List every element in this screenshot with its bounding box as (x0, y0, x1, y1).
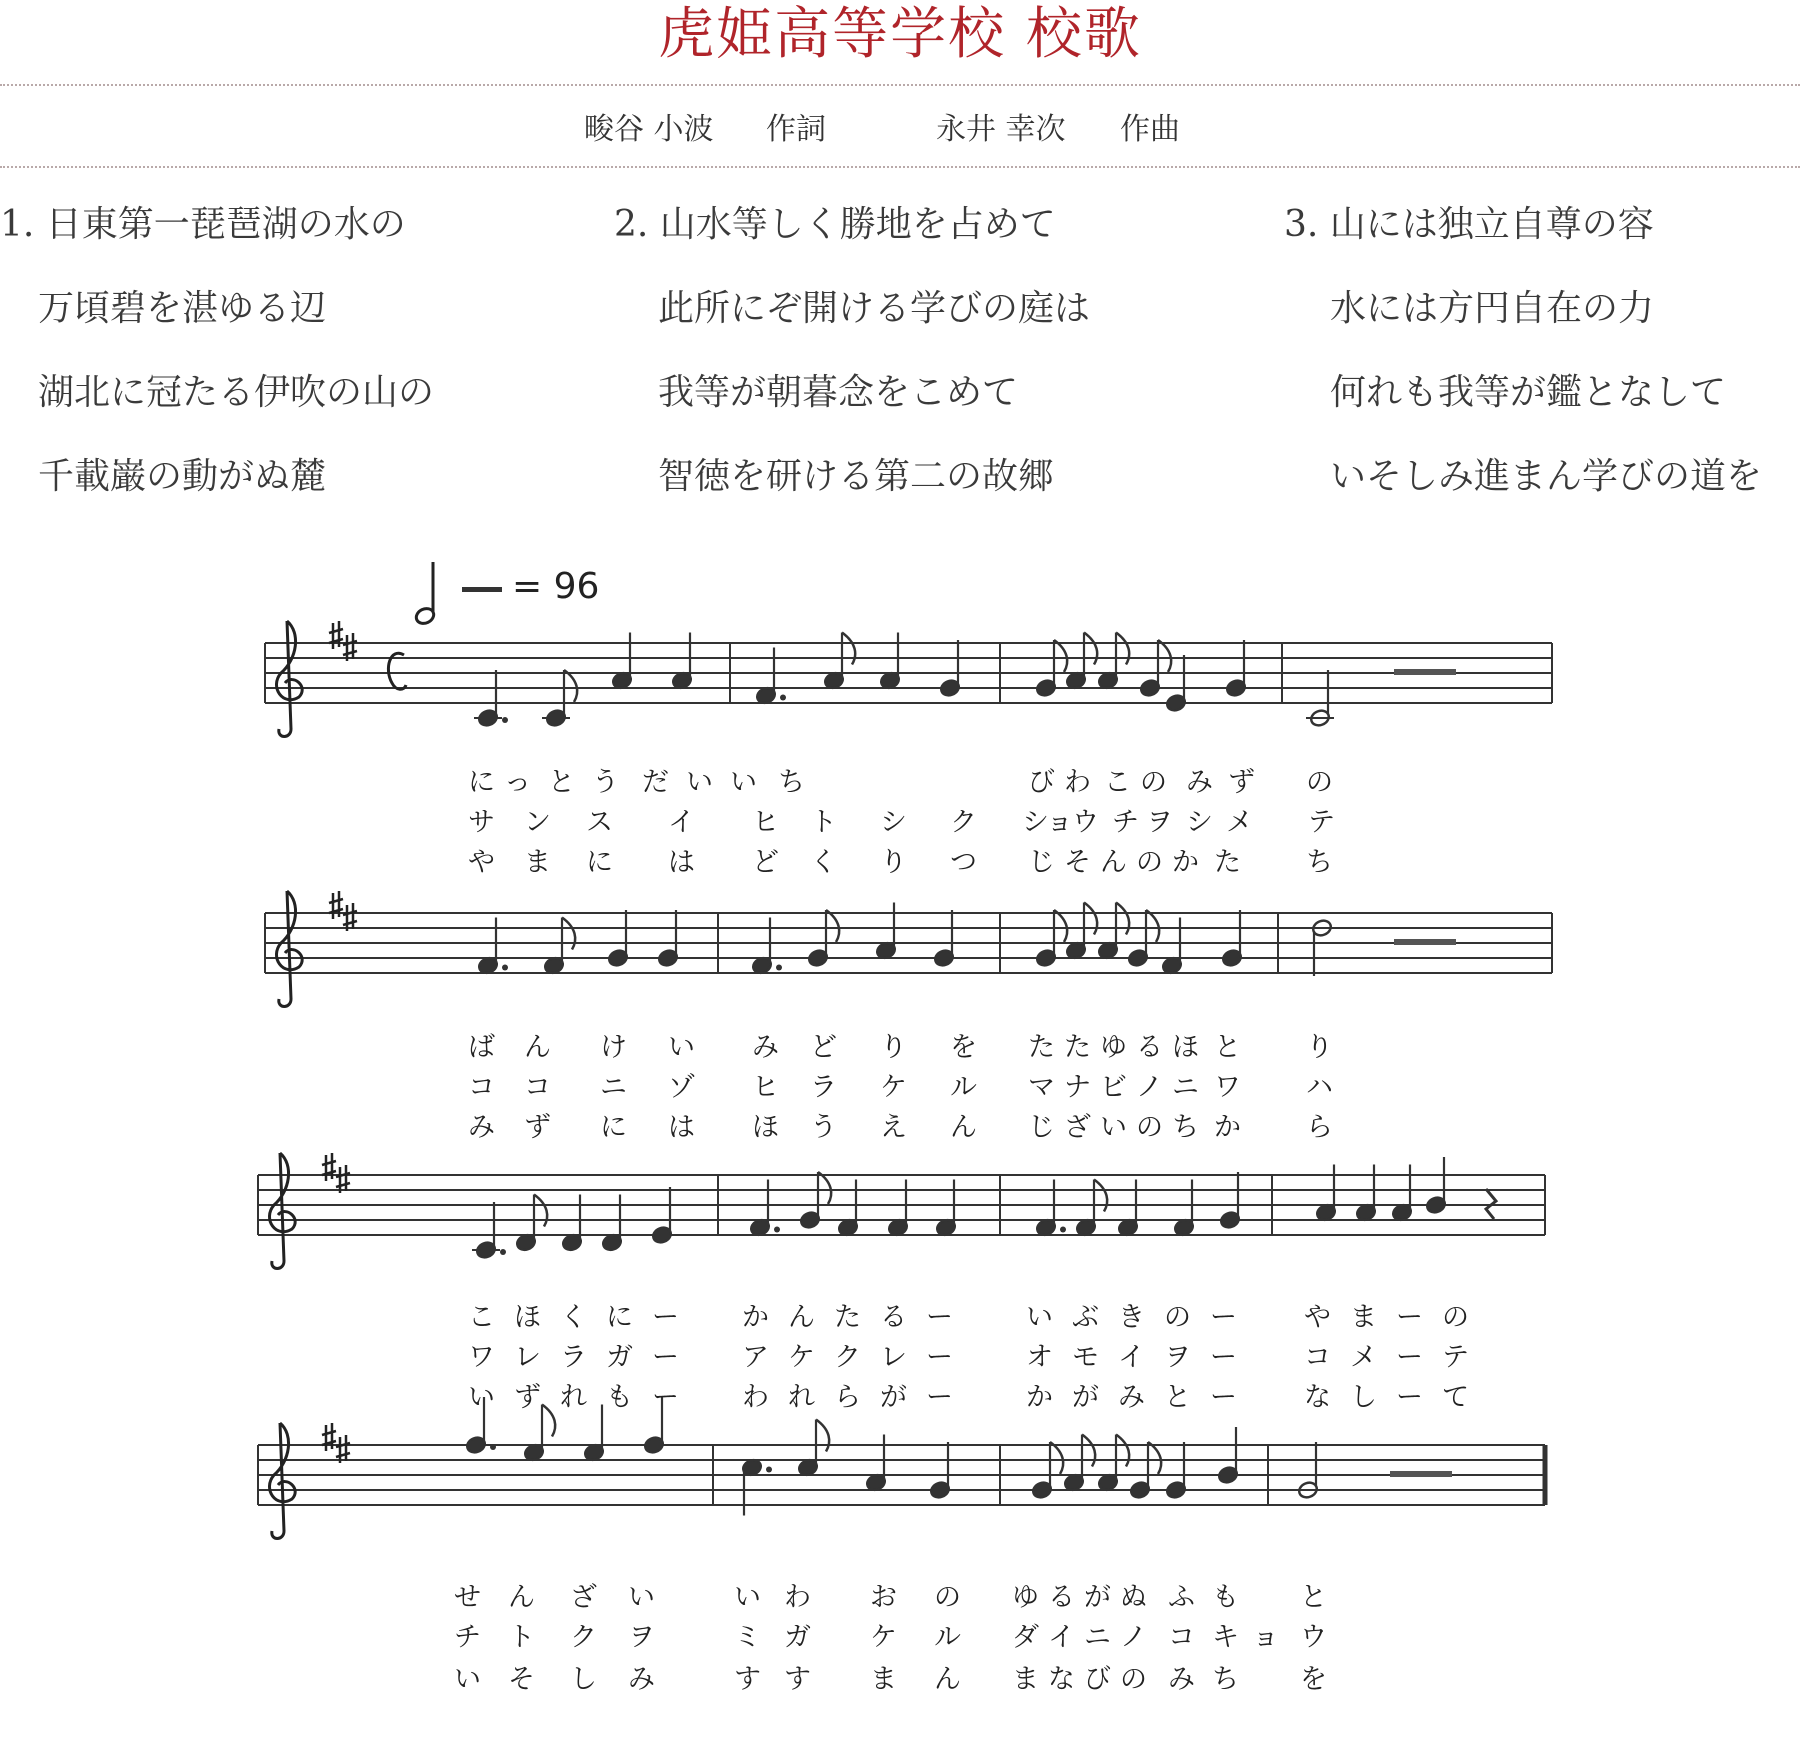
lyric-syllable: ー (652, 1382, 679, 1413)
note-dot (780, 695, 786, 701)
note-flag (1158, 640, 1171, 672)
lyric-syllable: ケ (870, 1622, 897, 1653)
lyric-syllable: い (668, 1032, 695, 1063)
lyric-syllable: ほ (1172, 1032, 1199, 1063)
lyric-syllable: に (586, 847, 613, 878)
lyric-syllable: ー (1210, 1342, 1237, 1373)
note-flag (1116, 1435, 1129, 1467)
lyric-syllable: ー (652, 1302, 679, 1333)
treble-clef-icon (269, 1423, 295, 1539)
lyric-syllable: ー (1396, 1382, 1423, 1413)
lyric-syllable: ケ (880, 1072, 907, 1103)
sharp-icon (322, 1153, 336, 1181)
lyric-syllable: わ (1064, 767, 1091, 798)
lyric-syllable: え (880, 1112, 907, 1143)
lyric-syllable: ん (524, 1032, 551, 1063)
lyric-syllable: ガ (784, 1622, 811, 1653)
lyric-syllable: ふ (1168, 1582, 1195, 1613)
lyric-syllable: の (934, 1582, 961, 1613)
lyric-syllable: の (1120, 1664, 1147, 1695)
lyric-syllable: り (880, 1032, 907, 1063)
lyric-syllable: シ (880, 807, 907, 838)
lyric-syllable: ヒ (752, 807, 779, 838)
lyric-syllable: み (1118, 1382, 1145, 1413)
lyric-syllable: ら (834, 1382, 861, 1413)
lyric-syllable: シ (1022, 807, 1049, 838)
lyric-syllable: じ (1028, 847, 1055, 878)
lyric-syllable: ヲ (628, 1622, 655, 1653)
note-flag (1084, 903, 1097, 935)
lyric-syllable: す (784, 1664, 811, 1695)
lyric-syllable: し (1350, 1382, 1377, 1413)
lyric-syllable: コ (1168, 1622, 1195, 1653)
sharp-icon (329, 891, 343, 919)
lyric-syllable: と (548, 767, 575, 798)
note-flag (1050, 1442, 1063, 1474)
lyric-syllable: ー (1210, 1382, 1237, 1413)
lyric-syllable: ず (1228, 767, 1255, 798)
lyric-syllable: ち (778, 767, 805, 798)
lyric-syllable: ラ (560, 1342, 587, 1373)
lyric-syllable: キ (1212, 1622, 1239, 1653)
lyric-syllable: も (606, 1382, 633, 1413)
lyric-syllable: い (468, 1382, 495, 1413)
lyric-syllable: ぬ (1120, 1582, 1147, 1613)
lyric-syllable: ー (1396, 1342, 1423, 1373)
note-flag (816, 1420, 829, 1452)
lyric-syllable: お (870, 1582, 897, 1613)
note-dot (776, 965, 782, 971)
lyric-syllable: オ (1026, 1342, 1053, 1373)
lyric-syllable: イ (668, 807, 695, 838)
note-flag (562, 918, 575, 950)
lyric-syllable: や (468, 847, 495, 878)
lyric-syllable: ョ (1252, 1622, 1279, 1653)
lyric-syllable: ま (870, 1664, 897, 1695)
verse-line: 2. 山水等しく勝地を占めて (614, 204, 1056, 245)
lyric-syllable: み (752, 1032, 779, 1063)
lyric-syllable: と (1214, 1032, 1241, 1063)
lyric-syllable: じ (1028, 1112, 1055, 1143)
lyric-syllable: ダ (1012, 1622, 1039, 1653)
lyric-syllable: み (628, 1664, 655, 1695)
lyric-syllable: ヲ (1146, 807, 1173, 838)
note-flag (542, 1405, 555, 1437)
sharp-icon (336, 1165, 350, 1193)
note-dot (500, 1249, 506, 1255)
sharp-icon (343, 903, 357, 931)
lyric-syllable: ー (926, 1302, 953, 1333)
lyric-syllable: ん (1100, 847, 1127, 878)
note-flag (1054, 910, 1067, 942)
note-flag (818, 1172, 831, 1204)
lyric-syllable: な (1048, 1664, 1075, 1695)
lyric-syllable: や (1304, 1302, 1331, 1333)
lyric-syllable: い (1026, 1302, 1053, 1333)
lyric-syllable: ず (524, 1112, 551, 1143)
lyric-syllable: ん (508, 1582, 535, 1613)
lyric-syllable: メ (1350, 1342, 1377, 1373)
lyric-syllable: は (668, 1112, 695, 1143)
note-dot (490, 1444, 496, 1450)
verse-line: 万頃碧を湛ゆる辺 (38, 288, 327, 329)
lyric-syllable: ク (834, 1342, 861, 1373)
lyric-syllable: ワ (1214, 1072, 1241, 1103)
lyric-syllable: ス (586, 807, 613, 838)
lyric-syllable: ほ (514, 1302, 541, 1333)
lyric-syllable: サ (468, 807, 495, 838)
verse-line: 智徳を研ける第二の故郷 (658, 456, 1055, 497)
composer-name: 永井 幸次 (936, 112, 1066, 147)
lyric-syllable: こ (1104, 767, 1131, 798)
lyric-syllable: び (1028, 767, 1055, 798)
note-flag (1082, 1435, 1095, 1467)
verse-line: 我等が朝暮念をこめて (658, 372, 1019, 413)
note-flag (1148, 1442, 1161, 1474)
note-flag (826, 910, 839, 942)
lyric-syllable: ら (1306, 1112, 1333, 1143)
lyric-syllable: が (1084, 1582, 1111, 1613)
note-dot (1060, 1227, 1066, 1233)
lyric-syllable: チ (454, 1622, 481, 1653)
lyric-syllable: き (1118, 1302, 1145, 1333)
lyric-syllable: ゆ (1012, 1582, 1039, 1613)
lyric-syllable: コ (468, 1072, 495, 1103)
lyric-syllable: ぶ (1072, 1302, 1099, 1333)
lyric-syllable: が (1072, 1382, 1099, 1413)
lyric-syllable: れ (560, 1382, 587, 1413)
lyric-syllable: ミ (734, 1622, 761, 1653)
verse-line: 千載巌の動がぬ麓 (38, 456, 327, 497)
whole-rest (1394, 939, 1456, 945)
lyric-syllable: ま (524, 847, 551, 878)
lyric-syllable: ケ (788, 1342, 815, 1373)
lyric-syllable: と (1164, 1382, 1191, 1413)
lyric-syllable: る (1048, 1582, 1075, 1613)
lyric-syllable: ま (1012, 1664, 1039, 1695)
lyric-syllable: ハ (1306, 1072, 1333, 1103)
lyric-syllable: り (1306, 1032, 1333, 1063)
lyric-syllable: こ (468, 1302, 495, 1333)
lyric-syllable: ー (652, 1342, 679, 1373)
lyric-syllable: し (570, 1664, 597, 1695)
lyric-syllable: ま (1350, 1302, 1377, 1333)
lyric-syllable: ニ (1172, 1072, 1199, 1103)
lyric-syllable: ナ (1064, 1072, 1091, 1103)
lyric-syllable: と (1300, 1582, 1327, 1613)
lyric-syllable: の (1140, 767, 1167, 798)
lyric-syllable: ば (468, 1032, 495, 1063)
note-dot (502, 965, 508, 971)
note-flag (1054, 640, 1067, 672)
note-dot (502, 717, 508, 723)
lyric-syllable: み (1168, 1664, 1195, 1695)
lyric-syllable: れ (788, 1382, 815, 1413)
lyric-syllable: い (628, 1582, 655, 1613)
lyric-syllable: ョ (1046, 807, 1073, 838)
lyric-syllable: か (1172, 847, 1199, 878)
lyric-syllable: ち (1172, 1112, 1199, 1143)
lyric-syllable: び (1084, 1664, 1111, 1695)
lyric-syllable: か (1026, 1382, 1053, 1413)
lyric-syllable: す (734, 1664, 761, 1695)
lyric-syllable: を (950, 1032, 977, 1063)
note-flag (1116, 903, 1129, 935)
lyric-syllable: い (686, 767, 713, 798)
lyric-syllable: ク (570, 1622, 597, 1653)
tempo-value: 96 (553, 566, 600, 607)
lyric-syllable: う (810, 1112, 837, 1143)
lyric-syllable: ビ (1100, 1072, 1127, 1103)
whole-rest (1394, 669, 1456, 675)
note-flag (534, 1195, 547, 1227)
lyric-syllable: ん (788, 1302, 815, 1333)
lyric-syllable: る (880, 1302, 907, 1333)
lyric-syllable: ニ (600, 1072, 627, 1103)
lyric-syllable: ん (950, 1112, 977, 1143)
lyric-syllable: い (734, 1582, 761, 1613)
lyric-syllable: モ (1072, 1342, 1099, 1373)
lyric-syllable: ゆ (1100, 1032, 1127, 1063)
lyric-syllable: の (1164, 1302, 1191, 1333)
lyric-syllable: ヲ (1164, 1342, 1191, 1373)
lyric-syllable: の (1442, 1302, 1469, 1333)
lyric-syllable: か (742, 1302, 769, 1333)
note-flag (1116, 633, 1129, 665)
lyric-syllable: ち (1306, 847, 1333, 878)
lyric-syllable: ウ (1300, 1622, 1327, 1653)
verse-line: 湖北に冠たる伊吹の山の (38, 372, 435, 413)
lyric-syllable: レ (880, 1342, 907, 1373)
tempo-equals: = (512, 566, 554, 607)
note-dot (766, 1467, 772, 1473)
lyric-syllable: わ (784, 1582, 811, 1613)
lyric-syllable: た (1214, 847, 1241, 878)
lyric-syllable: そ (1064, 847, 1091, 878)
lyric-syllable: る (1136, 1032, 1163, 1063)
note-dot (774, 1227, 780, 1233)
lyric-syllable: イ (1048, 1622, 1075, 1653)
note-flag (842, 633, 855, 665)
lyric-syllable: か (1214, 1112, 1241, 1143)
lyric-syllable: ク (950, 807, 977, 838)
lyric-syllable: け (600, 1032, 627, 1063)
lyric-syllable: ル (934, 1622, 961, 1653)
lyric-syllable: の (1136, 1112, 1163, 1143)
lyricist-role: 作詞 (766, 112, 826, 147)
composer-role: 作曲 (1120, 112, 1180, 147)
lyric-syllable: ー (1210, 1302, 1237, 1333)
lyric-syllable: み (1186, 767, 1213, 798)
lyric-syllable: ず (514, 1382, 541, 1413)
lyric-syllable: た (1028, 1032, 1055, 1063)
lyric-syllable: ざ (1064, 1112, 1091, 1143)
lyric-syllable: ど (752, 847, 779, 878)
lyric-syllable: ヒ (752, 1072, 779, 1103)
verse-line: 何れも我等が鑑となして (1330, 372, 1727, 413)
lyric-syllable: い (1100, 1112, 1127, 1143)
lyric-syllable: ガ (606, 1342, 633, 1373)
note-flag (564, 670, 577, 702)
lyric-syllable: い (730, 767, 757, 798)
lyric-syllable: メ (1226, 807, 1253, 838)
lyric-syllable: せ (454, 1582, 481, 1613)
lyric-syllable: ル (950, 1072, 977, 1103)
lyric-syllable: ト (810, 807, 837, 838)
treble-clef-icon (269, 1153, 295, 1269)
lyric-syllable: コ (1304, 1342, 1331, 1373)
verse-line: いそしみ進まん学びの道を (1330, 456, 1763, 497)
lyric-syllable: コ (524, 1072, 551, 1103)
lyric-syllable: イ (1118, 1342, 1145, 1373)
lyric-syllable: に (468, 767, 495, 798)
lyric-syllable: ン (524, 807, 551, 838)
lyric-syllable: は (668, 847, 695, 878)
lyric-syllable: ゾ (668, 1072, 695, 1103)
sharp-icon (329, 621, 343, 649)
lyric-syllable: ー (926, 1342, 953, 1373)
lyric-syllable: ノ (1136, 1072, 1163, 1103)
lyric-syllable: く (560, 1302, 587, 1333)
lyric-syllable: ア (742, 1342, 769, 1373)
lyric-syllable: だ (642, 767, 669, 798)
sharp-icon (322, 1423, 336, 1451)
note-flag (1084, 633, 1097, 665)
lyric-syllable: な (1304, 1382, 1331, 1413)
lyric-syllable: ん (934, 1664, 961, 1695)
lyric-syllable: ち (1212, 1664, 1239, 1695)
lyric-syllable: を (1300, 1664, 1327, 1695)
page-title: 虎姫高等学校 校歌 (658, 2, 1142, 67)
lyric-syllable: み (468, 1112, 495, 1143)
lyric-syllable: テ (1308, 807, 1335, 838)
treble-clef-icon (276, 891, 302, 1007)
lyric-syllable: ざ (570, 1582, 597, 1613)
sharp-icon (336, 1435, 350, 1463)
lyric-syllable: チ (1112, 807, 1139, 838)
lyric-syllable: ー (1396, 1302, 1423, 1333)
lyric-syllable: て (1442, 1382, 1469, 1413)
lyric-syllable: シ (1186, 807, 1213, 838)
note-flag (1094, 1180, 1107, 1212)
lyric-syllable: ウ (1072, 807, 1099, 838)
lyric-syllable: テ (1442, 1342, 1469, 1373)
lyric-syllable: た (834, 1302, 861, 1333)
lyric-syllable: も (1212, 1582, 1239, 1613)
treble-clef-icon (276, 621, 302, 737)
note-flag (1146, 910, 1159, 942)
lyric-syllable: ど (810, 1032, 837, 1063)
lyric-syllable: そ (508, 1664, 535, 1695)
lyric-syllable: ー (926, 1382, 953, 1413)
lyric-syllable: が (880, 1382, 907, 1413)
verse-line: 3. 山には独立自尊の容 (1284, 204, 1654, 245)
verse-line: 1. 日東第一琵琶湖の水の (0, 204, 406, 245)
lyric-syllable: わ (742, 1382, 769, 1413)
lyric-syllable: っ (504, 767, 531, 798)
verse-line: 水には方円自在の力 (1330, 288, 1655, 329)
lyric-syllable: の (1136, 847, 1163, 878)
tempo-dash (462, 587, 502, 592)
lyricist-name: 畯谷 小波 (584, 112, 714, 147)
whole-rest (1390, 1471, 1452, 1477)
lyric-syllable: く (810, 847, 837, 878)
lyric-syllable: ノ (1120, 1622, 1147, 1653)
sharp-icon (343, 633, 357, 661)
lyric-syllable: ほ (752, 1112, 779, 1143)
verse-line: 此所にぞ開ける学びの庭は (658, 288, 1091, 329)
lyric-syllable: つ (950, 847, 977, 878)
lyric-syllable: う (592, 767, 619, 798)
lyric-syllable: ニ (1084, 1622, 1111, 1653)
lyric-syllable: た (1064, 1032, 1091, 1063)
lyric-syllable: ラ (810, 1072, 837, 1103)
lyric-syllable: ト (508, 1622, 535, 1653)
lyric-syllable: マ (1028, 1072, 1055, 1103)
lyric-syllable: ワ (468, 1342, 495, 1373)
lyric-syllable: い (454, 1664, 481, 1695)
lyric-syllable: り (880, 847, 907, 878)
lyric-syllable: に (600, 1112, 627, 1143)
lyric-syllable: に (606, 1302, 633, 1333)
lyric-syllable: レ (514, 1342, 541, 1373)
tempo-marking (512, 566, 599, 607)
lyric-syllable: の (1306, 767, 1333, 798)
